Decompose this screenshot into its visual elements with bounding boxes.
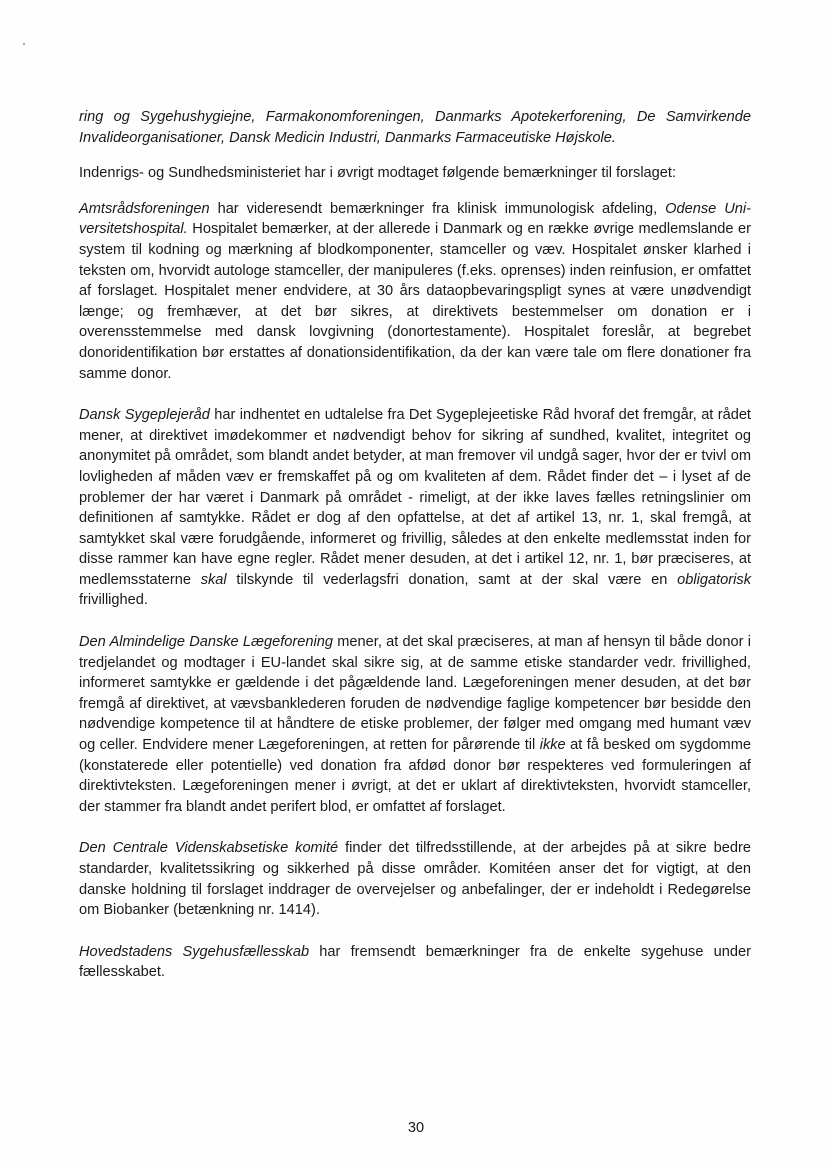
scan-speck [23,43,25,45]
emphasis-skal: skal [200,571,227,588]
paragraph-text: finder det tilfredsstillende, at der arbejdes på at sikre bedre standarder, kvalitetssikring og sikkerhed på disse områder. Komitéen anser det for vigtigt, at den danske holdning til forslaget inddrager de overvejelser og anbefalinger, der er indeholdt i Redegørelse om Biobanker (betænkning nr. 1414). [79,840,751,919]
emphasis-obligatorisk: obligatorisk [677,571,751,588]
org-name-videnskabsetiske-komite: Den Centrale Videnskabsetiske komité [79,840,339,857]
org-name-laegeforening: Den Almindelige Danske Lægeforening [79,634,333,651]
page-number: 30 [407,1120,425,1136]
paragraph-dansk-sygeplejeraad [79,405,751,611]
document-body [79,107,751,1004]
org-name-dansk-sygeplejeraad: Dansk Sygeplejeråd [79,407,210,424]
paragraph-videnskabsetiske-komite [79,838,751,920]
paragraph-text: har fremsendt bemærkninger fra de enkelte sygehuse under fællesskabet. [79,943,751,981]
paragraph-intro: Indenrigs- og Sundhedsministeriet har i øvrigt modtaget følgende bemærkninger til forslaget: [79,165,677,182]
org-name-amtsraadsforeningen: Amtsrådsforeningen [79,200,210,217]
paragraph-laegeforening [79,632,751,817]
paragraph-text: mener, at det skal præciseres, at man af hensyn til både donor i tredjelandet og modtager i EU-landet skal sikre sig, at de samme etiske standarder vedr. frivillighed, informeret samtykke er gældende i det pågældende land. Lægeforeningen mener desuden, at det bør fremgå af direktivet, at vævsbanklederen foruden de nødvendige faglige kompetencer bør besidde den nødvendige kompetence til at håndtere de etiske problemer, der følger med omgang med humant væv og celler. Endvidere mener Lægeforeningen, at retten for pårørende til [79,634,751,754]
emphasis-ikke: ikke [539,737,566,754]
paragraph-text: Hospitalet bemærker, at der allerede i Danmark og en række øvrige medlemslande er system til kodning og mærkning af blodkomponenter, stamceller og væv. Hospitalet ønsker klarhed i teksten om, hvorvidt autologe stamceller, der manipuleres (f.eks. oprenses) inden reinfusion, er omfattet af forslaget. Hospitalet mener endvidere, at 30 års dataopbevaringspligt synes at være unødvendigt længe; og fremhæver, at det bør sikres, at direktivets bestemmelser om donation er i overensstemmelse med dansk lovgivning (donortestamente). Hospitalet foreslår, at begrebet donoridentifikation bør erstattes af donationsidentifikation, da der kan være tale om flere donationer fra samme donor. [79,221,751,382]
org-name-odense-hospital: Odense Universitetshospital. [79,200,751,238]
paragraph-text: at få besked om sygdomme (konstaterede eller potentielle) ved donation fra afdød donor bør respekteres ved formuleringen af direktivteksten. Lægeforeningen mener i øvrigt, at det er uklart af direktivteksten, hvorvidt stamceller, der stammer fra blandt andet perifert blod, er omfattet af forslaget. [79,737,751,815]
organisation-list-text: ring og Sygehushygiejne, Farmakonomforeningen, Danmarks Apotekerforening, De Samvirkende Invalideorganisationer, Dansk Medicin Industri, Danmarks Farmaceutiske Højskole. [79,109,751,146]
paragraph-text: har indhentet en udtalelse fra Det Sygeplejeetiske Råd hvoraf det fremgår, at rådet mener, at direktivet imødekommer et nødvendigt behov for sikring af sundhed, kvalitet, integritet og anonymitet på området, som blandt andet betyder, at man fremover vil undgå sager, hvor der er tvivl om lovligheden af måden væv er fremskaffet på og om kvaliteten af dem. Rådet finder det – i lyset af de problemer der har været i Danmark på området - rimeligt, at der ikke laves fælles retningslinier om definitionen af samtykke. Rådet er dog af den opfattelse, at det af artikel 13, nr. 1, skal fremgå, at samtykket skal være forudgående, informeret og frivillig, således at den enkelte medlemsstat inden for disse rammer kan have egne regler. Rådet mener desuden, at det i artikel 12, nr. 1, bør præciseres, at medlemsstaterne [79,407,751,588]
paragraph-amtsraadsforeningen [79,199,751,384]
org-name-hovedstadens-sygehusfaellesskab: Hovedstadens Sygehusfællesskab [79,943,310,960]
paragraph-text: frivillighed. [79,592,148,609]
paragraph-organisation-list [79,107,751,148]
paragraph-text: har videresendt bemærkninger fra klinisk immunologisk afdeling, [209,200,666,217]
paragraph-hovedstadens-sygehusfaellesskab [79,942,751,983]
paragraph-text: tilskynde til vederlagsfri donation, samt at der skal være en [226,571,678,588]
